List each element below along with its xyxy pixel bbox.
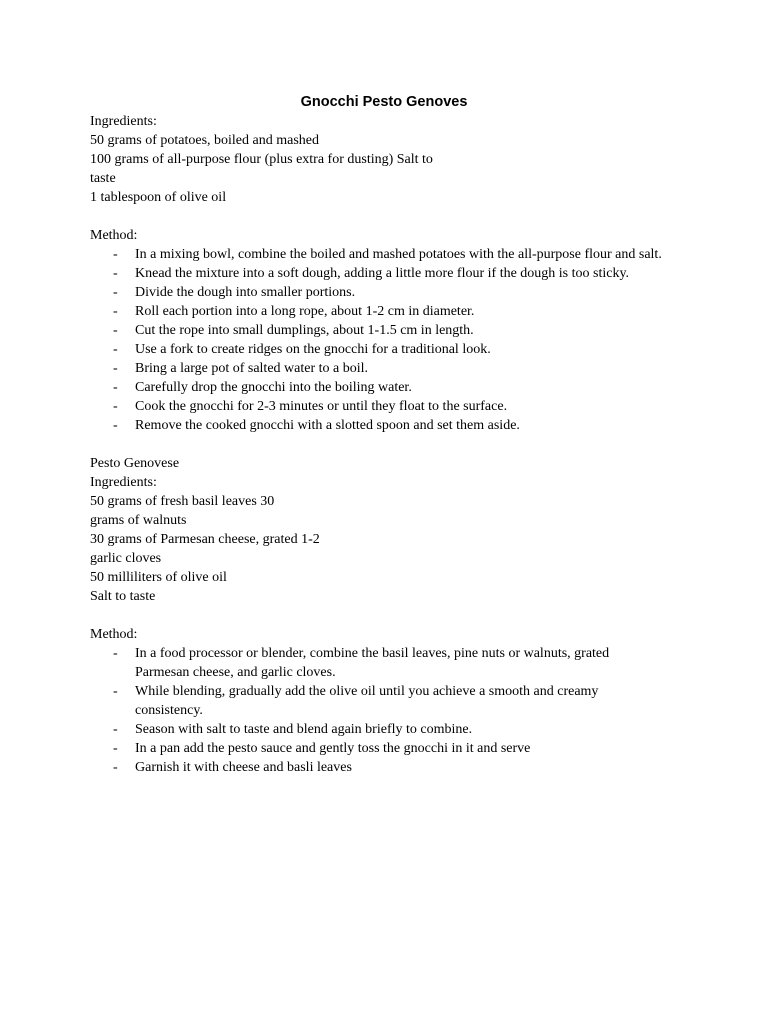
method-step [90, 644, 690, 682]
ingredient-line: taste [90, 171, 116, 186]
spacer [90, 435, 690, 454]
pesto-heading: Pesto Genovese [90, 456, 180, 471]
method-step-text-continued: consistency. [135, 703, 203, 718]
pesto-ingredients-label: Ingredients: [90, 475, 157, 490]
method-step [90, 758, 690, 777]
ingredient-line: 50 milliliters of olive oil [90, 570, 227, 585]
method-step-text: Garnish it with cheese and basli leaves [135, 760, 352, 775]
ingredient-line: 50 grams of potatoes, boiled and mashed [90, 133, 320, 148]
ingredient-line: grams of walnuts [90, 513, 187, 528]
bullet-dash: - [113, 266, 118, 281]
ingredient-line: 100 grams of all-purpose flour (plus extra for dusting) Salt to [90, 152, 433, 167]
method-step-text: Roll each portion into a long rope, about 1-2 cm in diameter. [135, 304, 475, 319]
gnocchi-ingredients-list [90, 131, 690, 207]
bullet-dash: - [113, 247, 118, 262]
spacer [90, 606, 690, 625]
bullet-dash: - [113, 380, 118, 395]
ingredient-line: 50 grams of fresh basil leaves 30 [90, 494, 275, 509]
document-body [90, 112, 690, 777]
bullet-dash: - [113, 741, 118, 756]
method-step-text: In a mixing bowl, combine the boiled and mashed potatoes with the all-purpose flour and salt. [135, 247, 662, 262]
gnocchi-method-steps [90, 245, 690, 435]
method-step [90, 720, 690, 739]
method-step-text: While blending, gradually add the olive oil until you achieve a smooth and creamy [135, 684, 599, 699]
gnocchi-method-label: Method: [90, 228, 138, 243]
method-step [90, 283, 690, 302]
bullet-dash: - [113, 342, 118, 357]
method-step [90, 682, 690, 720]
method-step [90, 340, 690, 359]
bullet-dash: - [113, 684, 118, 699]
method-step-text: In a food processor or blender, combine the basil leaves, pine nuts or walnuts, grated [135, 646, 610, 661]
bullet-dash: - [113, 722, 118, 737]
ingredient-line: garlic cloves [90, 551, 162, 566]
method-step-text: Bring a large pot of salted water to a boil. [135, 361, 369, 376]
method-step [90, 416, 690, 435]
bullet-dash: - [113, 418, 118, 433]
method-step-text: Season with salt to taste and blend again briefly to combine. [135, 722, 473, 737]
pesto-method-steps [90, 644, 690, 777]
method-step-text: In a pan add the pesto sauce and gently toss the gnocchi in it and serve [135, 741, 531, 756]
bullet-dash: - [113, 304, 118, 319]
method-step [90, 397, 690, 416]
method-step-text: Knead the mixture into a soft dough, adding a little more flour if the dough is too sticky. [135, 266, 630, 281]
method-step-text: Carefully drop the gnocchi into the boiling water. [135, 380, 412, 395]
method-step [90, 378, 690, 397]
bullet-dash: - [113, 646, 118, 661]
spacer [90, 207, 690, 226]
method-step [90, 739, 690, 758]
method-step [90, 302, 690, 321]
ingredient-line: Salt to taste [90, 589, 156, 604]
method-step [90, 245, 690, 264]
ingredient-line: 1 tablespoon of olive oil [90, 190, 227, 205]
method-step-text: Use a fork to create ridges on the gnocchi for a traditional look. [135, 342, 491, 357]
method-step-text: Cook the gnocchi for 2-3 minutes or until they float to the surface. [135, 399, 508, 414]
ingredient-line: 30 grams of Parmesan cheese, grated 1-2 [90, 532, 320, 547]
method-step-text-continued: Parmesan cheese, and garlic cloves. [135, 665, 336, 680]
bullet-dash: - [113, 399, 118, 414]
method-step [90, 264, 690, 283]
bullet-dash: - [113, 323, 118, 338]
bullet-dash: - [113, 361, 118, 376]
method-step [90, 321, 690, 340]
method-step-text: Divide the dough into smaller portions. [135, 285, 356, 300]
method-step-text: Remove the cooked gnocchi with a slotted spoon and set them aside. [135, 418, 520, 433]
pesto-method-label: Method: [90, 627, 138, 642]
method-step-text: Cut the rope into small dumplings, about 1-1.5 cm in length. [135, 323, 474, 338]
bullet-dash: - [113, 285, 118, 300]
pesto-ingredients-list [90, 492, 690, 606]
method-step [90, 359, 690, 378]
bullet-dash: - [113, 760, 118, 775]
page-title: Gnocchi Pesto Genoves [300, 94, 468, 110]
gnocchi-ingredients-label: Ingredients: [90, 114, 157, 129]
